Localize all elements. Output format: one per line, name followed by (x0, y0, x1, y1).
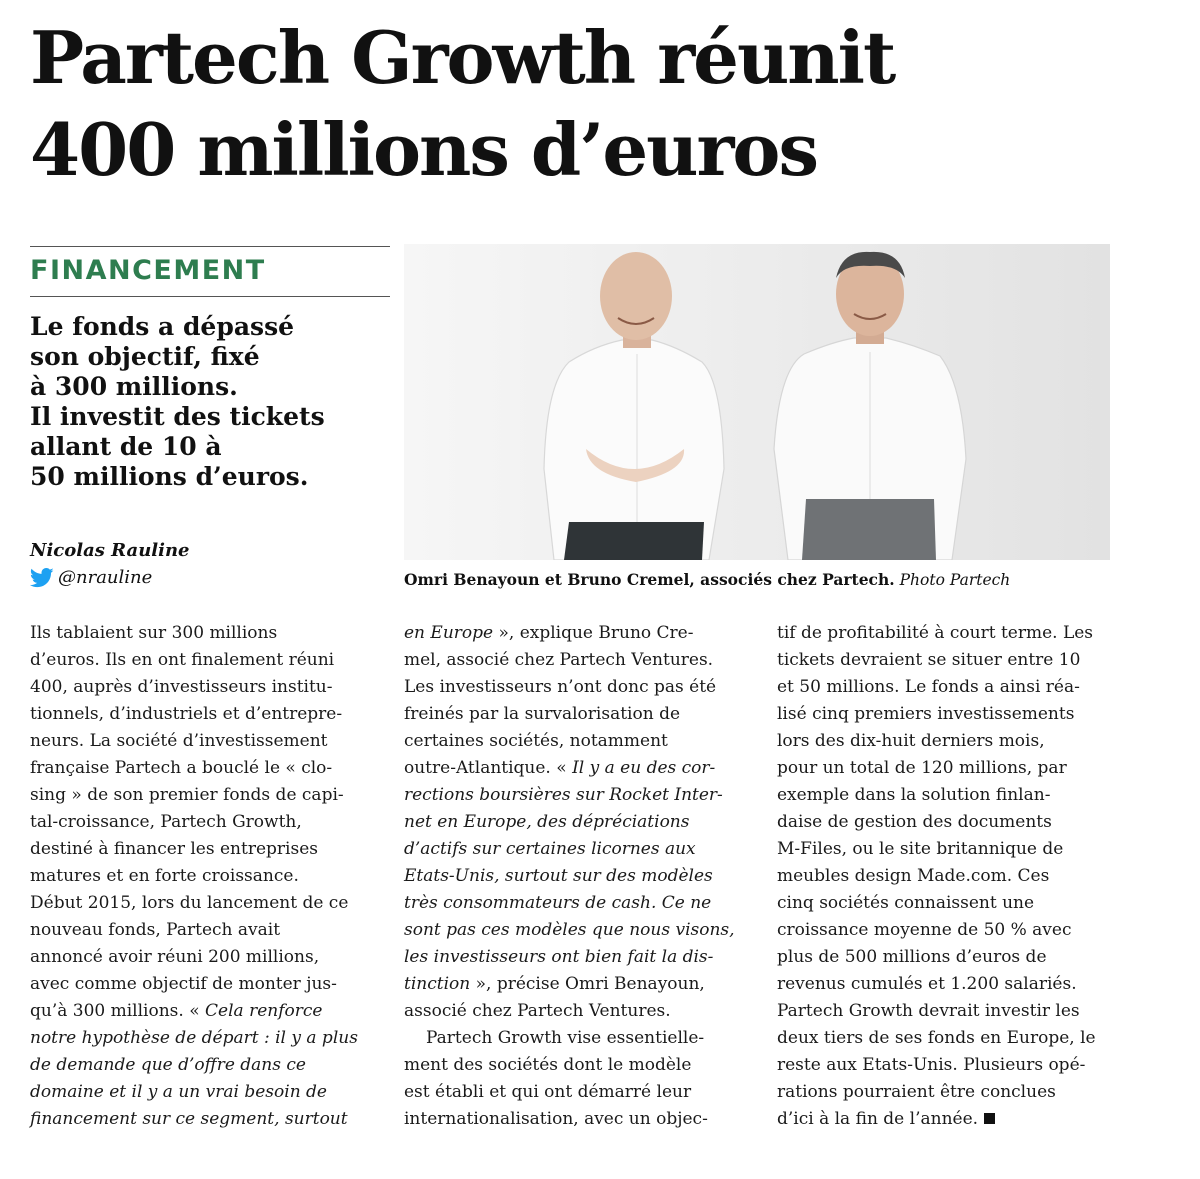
section-kicker: FINANCEMENT (30, 255, 266, 286)
text-line: Début 2015, lors du lancement de ce (30, 893, 349, 913)
text-line: très consommateurs de cash. Ce ne (404, 893, 712, 913)
twitter-handle: @nrauline (58, 567, 153, 588)
text-line: tickets devraient se situer entre 10 (777, 650, 1081, 670)
text-fragment: », précise Omri Benayoun, (475, 974, 705, 994)
text-fragment: qu’à 300 millions. « (30, 1001, 200, 1021)
text-line: de demande que d’offre dans ce (30, 1055, 306, 1075)
twitter-bird-icon (30, 568, 54, 588)
text-line: exemple dans la solution finlan- (777, 785, 1051, 805)
article-column-3 (777, 620, 1122, 1133)
text-line: ment des sociétés dont le modèle (404, 1055, 692, 1075)
text-line: notre hypothèse de départ : il y a plus (30, 1028, 358, 1048)
text-line: tif de profitabilité à court terme. Les (777, 623, 1094, 643)
headline (30, 12, 1180, 196)
text-line: net en Europe, des dépréciations (404, 812, 690, 832)
article-column-1 (30, 620, 380, 1133)
end-of-article-mark (984, 1113, 995, 1124)
text-line (777, 1106, 1122, 1133)
text-line: neurs. La société d’investissement (30, 731, 328, 751)
text-line (30, 998, 380, 1025)
text-line: Etats-Unis, surtout sur des modèles (404, 866, 713, 886)
text-line: les investisseurs ont bien fait la dis- (404, 947, 714, 967)
text-line: sont pas ces modèles que nous visons, (404, 920, 735, 940)
text-line: internationalisation, avec un objec- (404, 1109, 708, 1129)
text-line: daise de gestion des documents (777, 812, 1052, 832)
text-line: destiné à financer les entreprises (30, 839, 318, 859)
text-line: rections boursières sur Rocket Inter- (404, 785, 723, 805)
text-line: rations pourraient être conclues (777, 1082, 1056, 1102)
text-fragment: d’ici à la fin de l’année. (777, 1109, 979, 1129)
text-line (404, 620, 744, 647)
text-line: nouveau fonds, Partech avait (30, 920, 281, 940)
text-line: lisé cinq premiers investissements (777, 704, 1075, 724)
text-line: revenus cumulés et 1.200 salariés. (777, 974, 1077, 994)
headline-line: Partech Growth réunit (30, 15, 895, 100)
text-line: Ils tablaient sur 300 millions (30, 623, 278, 643)
twitter-link[interactable] (30, 567, 152, 588)
text-line: deux tiers de ses fonds en Europe, le (777, 1028, 1096, 1048)
dek-line: 50 millions d’euros. (30, 462, 309, 491)
kicker-rule-top (30, 246, 390, 247)
text-line: pour un total de 120 millions, par (777, 758, 1067, 778)
kicker-rule-bottom (30, 296, 390, 297)
text-line: est établi et qui ont démarré leur (404, 1082, 692, 1102)
caption-text: Omri Benayoun et Bruno Cremel, associés chez Partech. (404, 570, 895, 589)
text-line: mel, associé chez Partech Ventures. (404, 650, 714, 670)
author-name: Nicolas Rauline (30, 540, 190, 561)
headline-line: 400 millions d’euros (30, 107, 817, 192)
text-line: Les investisseurs n’ont donc pas été (404, 677, 717, 697)
text-line: cinq sociétés connaissent une (777, 893, 1035, 913)
photo-credit: Photo Partech (899, 571, 1011, 589)
quote-fragment: en Europe (404, 623, 494, 643)
text-line: avec comme objectif de monter jus- (30, 974, 337, 994)
text-line: tal-croissance, Partech Growth, (30, 812, 302, 832)
text-line: annoncé avoir réuni 200 millions, (30, 947, 320, 967)
text-fragment: », explique Bruno Cre- (498, 623, 694, 643)
text-line: et 50 millions. Le fonds a ainsi réa- (777, 677, 1080, 697)
dek-line: son objectif, fixé (30, 342, 260, 371)
text-line: M-Files, ou le site britannique de (777, 839, 1064, 859)
dek-line: Le fonds a dépassé (30, 312, 295, 341)
text-line: meubles design Made.com. Ces (777, 866, 1050, 886)
article-photo (404, 244, 1110, 560)
text-line: certaines sociétés, notamment (404, 731, 668, 751)
text-line: d’euros. Ils en ont finalement réuni (30, 650, 335, 670)
text-line: plus de 500 millions d’euros de (777, 947, 1047, 967)
text-line: 400, auprès d’investisseurs institu- (30, 677, 333, 697)
quote-fragment: Cela renforce (205, 1001, 323, 1021)
photo-caption (404, 570, 1124, 589)
text-line: française Partech a bouclé le « clo- (30, 758, 333, 778)
text-line: Partech Growth devrait investir les (777, 1001, 1080, 1021)
article-column-2 (404, 620, 744, 1133)
text-line: sing » de son premier fonds de capi- (30, 785, 344, 805)
text-line: associé chez Partech Ventures. (404, 1001, 671, 1021)
quote-fragment: tinction (404, 974, 471, 994)
text-line: freinés par la survalorisation de (404, 704, 681, 724)
text-line: domaine et il y a un vrai besoin de (30, 1082, 327, 1102)
dek-line: à 300 millions. (30, 372, 238, 401)
text-line: matures et en forte croissance. (30, 866, 299, 886)
text-line: d’actifs sur certaines licornes aux (404, 839, 696, 859)
text-line: reste aux Etats-Unis. Plusieurs opé- (777, 1055, 1086, 1075)
text-fragment: outre-Atlantique. « (404, 758, 567, 778)
text-line: lors des dix-huit derniers mois, (777, 731, 1045, 751)
text-line (404, 971, 744, 998)
dek-line: Il investit des tickets (30, 402, 325, 431)
text-line: financement sur ce segment, surtout (30, 1109, 348, 1129)
quote-fragment: Il y a eu des cor- (572, 758, 716, 778)
dek-line: allant de 10 à (30, 432, 222, 461)
text-line (404, 755, 744, 782)
article-dek (30, 312, 390, 492)
text-line: croissance moyenne de 50 % avec (777, 920, 1072, 940)
text-line: Partech Growth vise essentielle- (426, 1028, 705, 1048)
text-line: tionnels, d’industriels et d’entrepre- (30, 704, 343, 724)
